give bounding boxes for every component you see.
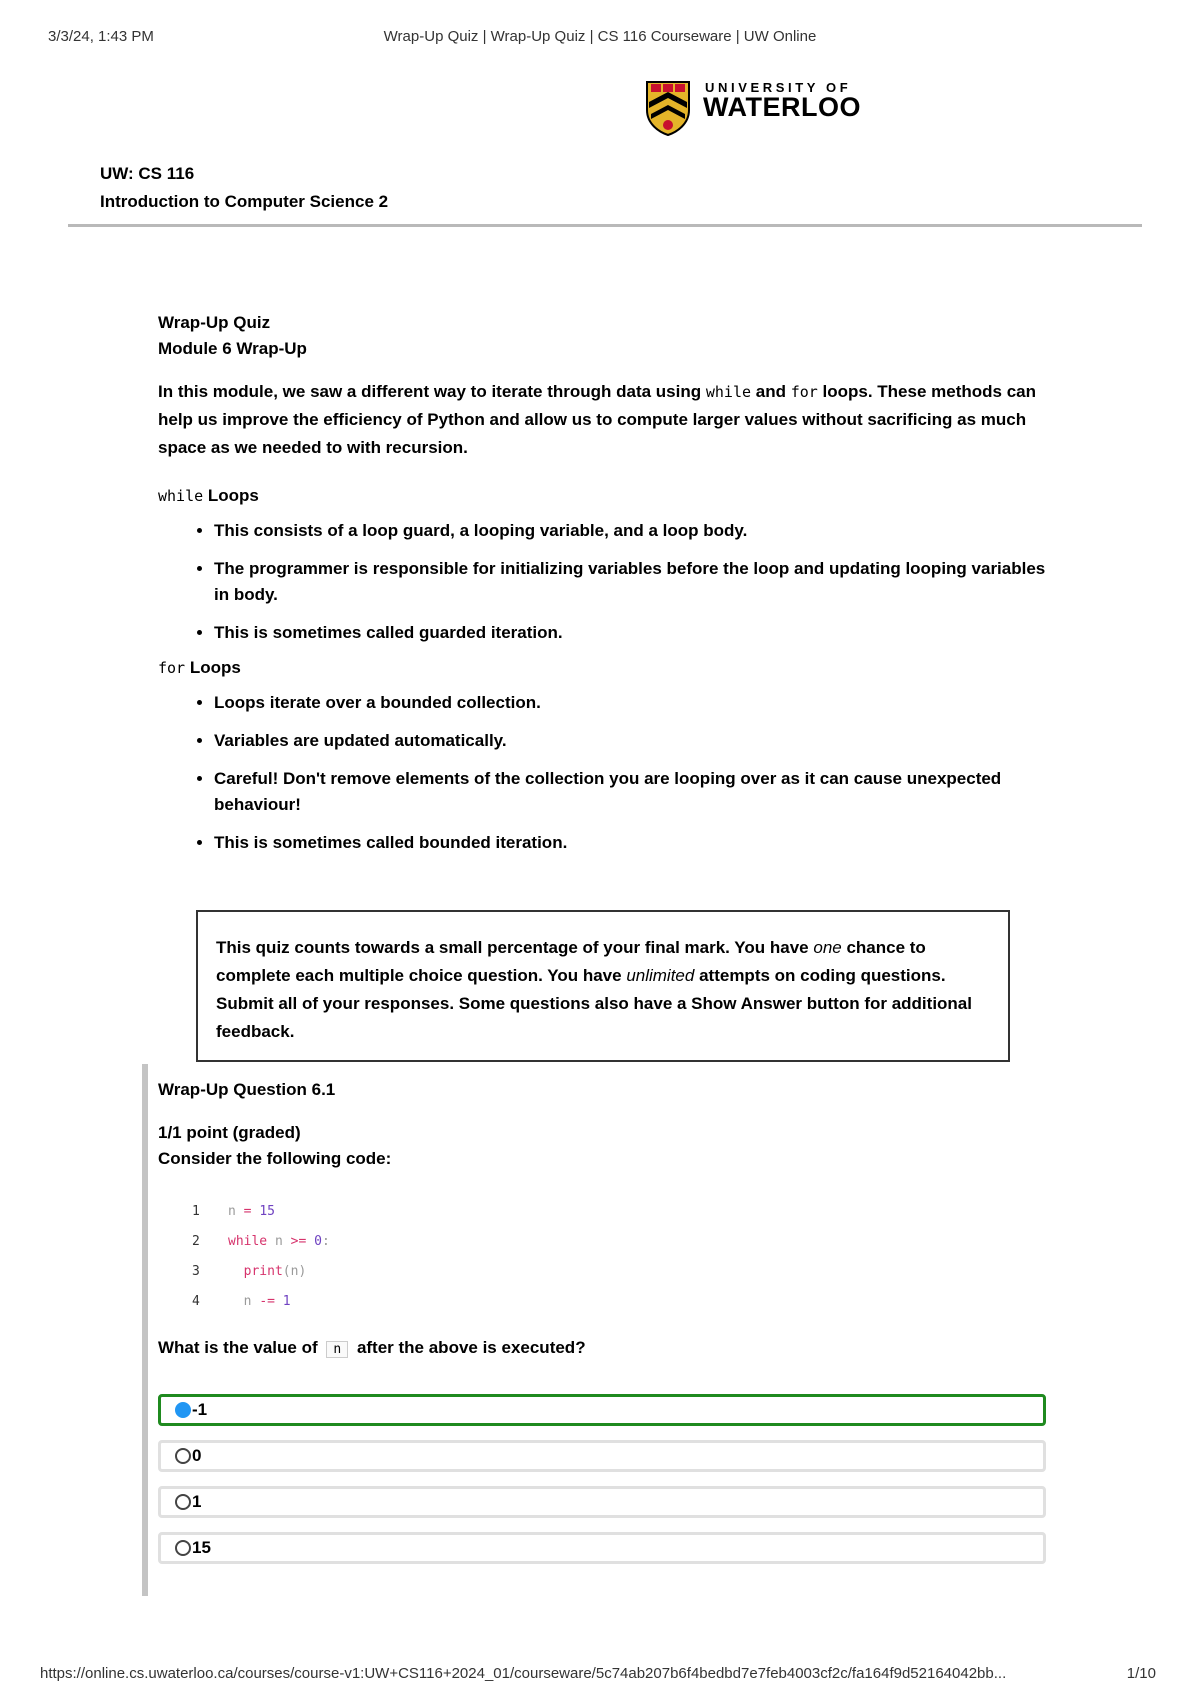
question-accent-bar [142,1064,148,1596]
quiz-notice-box: This quiz counts towards a small percentage of your final mark. You have one chance to complete each multiple choice question. You have unlimited attempts on coding questions. Submit all of your responses. Some questions also have a Show Answer button for additional feedback. [196,910,1010,1062]
code-line: 1 n = 15 [192,1203,275,1219]
list-item: • Careful! Don't remove elements of the collection you are looping over as it can cause unexpected behaviour! [214,766,1058,818]
university-logo [645,80,875,138]
while-bullet-list [158,518,1058,646]
question-points: 1/1 point (graded) [158,1123,301,1142]
question-prompt: What is the value of n after the above is executed? [158,1338,586,1357]
course-name: Introduction to Computer Science 2 [100,192,389,211]
section-subtitle: Module 6 Wrap-Up [158,339,307,358]
list-item: • Variables are updated automatically. [214,728,1058,754]
list-item: • This consists of a loop guard, a looping variable, and a loop body. [214,518,1058,544]
radio-icon[interactable] [175,1540,191,1556]
list-item: • This is sometimes called bounded iteration. [214,830,1058,856]
course-header [100,160,388,216]
question-title: Wrap-Up Question 6.1 [158,1080,336,1099]
answer-option-1[interactable] [158,1486,1046,1518]
list-item: • The programmer is responsible for initializing variables before the loop and updating looping variables in body. [214,556,1058,608]
answer-option-15[interactable] [158,1532,1046,1564]
main-content [158,310,1058,868]
code-line: 2 while n >= 0: [192,1233,330,1249]
section-title: Wrap-Up Quiz [158,313,271,332]
option-label: 1 [192,1492,202,1511]
option-label: -1 [192,1400,208,1419]
print-url: https://online.cs.uwaterloo.ca/courses/course-v1:UW+CS116+2024_01/courseware/5c74ab207b6f4bedbd7e7feb4003cf2c/fa164f9d52164042bb... [40,1665,1007,1682]
radio-icon[interactable] [175,1448,191,1464]
radio-icon[interactable] [175,1494,191,1510]
print-datetime: 3/3/24, 1:43 PM [48,28,154,45]
answer-option-neg1[interactable] [158,1394,1046,1426]
intro-paragraph: In this module, we saw a different way to iterate through data using while and for loops. These methods can help us improve the efficiency of Python and allow us to compute larger values without sacrificing as much space as we needed to with recursion. [158,382,1036,457]
option-label: 0 [192,1446,202,1465]
logo-line2: WATERLOO [703,92,861,122]
code-block [192,1196,330,1316]
crest-icon [645,80,691,136]
question-lead: Consider the following code: [158,1149,392,1168]
while-heading: while Loops [158,486,259,505]
logo-line1: UNIVERSITY OF [705,80,852,95]
for-heading: for Loops [158,658,241,677]
code-line: 4 n -= 1 [192,1293,291,1309]
answer-option-0[interactable] [158,1440,1046,1472]
option-label: 15 [192,1538,211,1557]
list-item: • This is sometimes called guarded iteration. [214,620,1058,646]
print-page-number: 1/10 [1126,1665,1156,1682]
list-item: • Loops iterate over a bounded collection. [214,690,1058,716]
question-header [158,1120,391,1172]
print-page-title: Wrap-Up Quiz | Wrap-Up Quiz | CS 116 Courseware | UW Online [383,28,817,45]
inline-code: n [326,1341,348,1358]
for-bullet-list [158,690,1058,856]
course-code: UW: CS 116 [100,164,195,183]
code-line: 3 print(n) [192,1263,307,1279]
radio-selected-icon[interactable] [175,1402,191,1418]
header-divider [68,224,1142,227]
